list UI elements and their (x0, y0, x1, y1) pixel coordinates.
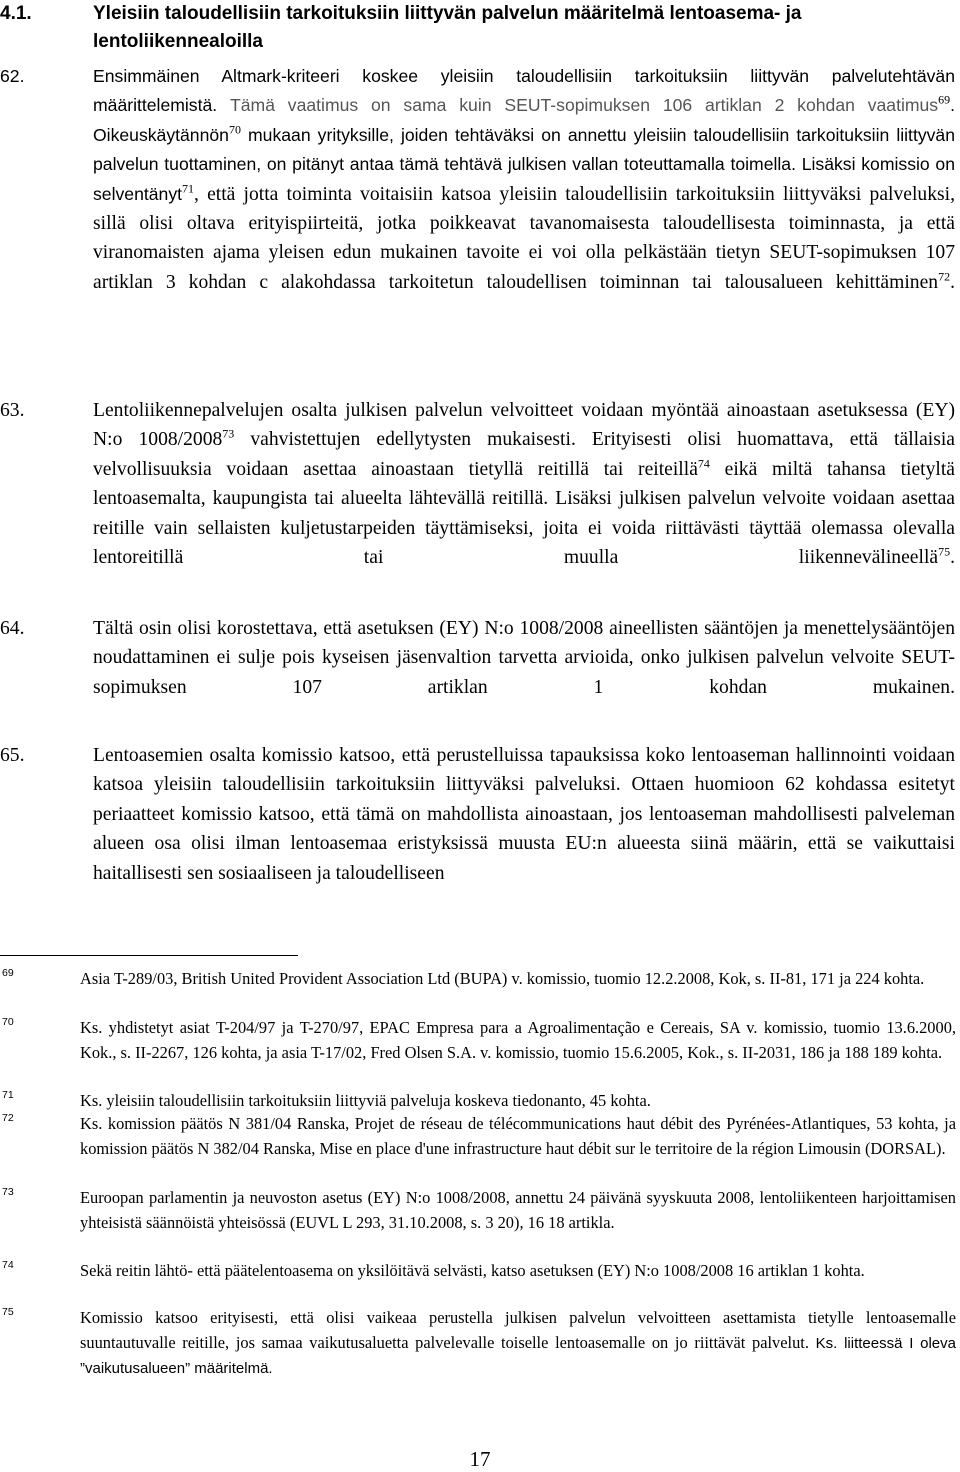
paragraph-63 (0, 396, 955, 602)
section-title: Yleisiin taloudellisiin tarkoituksiin liittyvän palvelun määritelmä lentoasema- ja lentoliikennealoilla (93, 3, 802, 52)
footnote-marker: 75 (2, 1306, 14, 1318)
paragraph-body: Lentoasemien osalta komissio katsoo, että perustelluissa tapauksissa koko lentoaseman hallinnointi voidaan katsoa yleisiin taloudellisiin tarkoituksiin liittyväksi palveluksi. Ottaen huomioon 62 kohdassa esitetyt periaatteet komissio katsoo, että tämä on mahdollista ainoastaan, jos lentoaseman mahdollisesti palveleman alueen osa olisi ilman lentoasemaa eristyksissä muusta EU:n alueesta siinä määrin, että se vaikuttaisi haitallisesti sen sosiaaliseen ja taloudelliseen (93, 745, 955, 884)
section-heading (0, 0, 958, 56)
footnote-75 (80, 1306, 956, 1382)
paragraph-body: Tältä osin olisi korostettava, että asetuksen (EY) N:o 1008/2008 aineellisten sääntöjen ja menettelysääntöjen noudattaminen ei sulje pois kyseisen jäsenvaltion tarvetta arvioida, onko julkisen palvelun velvoite SEUT-sopimuksen 107 artiklan 1 kohdan mukainen. (93, 618, 955, 698)
footnote-marker: 70 (2, 1016, 14, 1028)
text-run: Komissio katsoo erityisesti, että olisi vaikeaa perustella julkisen palvelun velvoitteen asettamista tietylle lentoasemalle suuntautuvalle reitille, jos samaa vaikutusaluetta palvelevalle toiselle lentoasemalle on jo riittävät palvelut. (80, 1308, 956, 1352)
footnote-73: Euroopan parlamentin ja neuvoston asetus (EY) N:o 1008/2008, annettu 24 päivänä syyskuuta 2008, lentoliikenteen harjoittamisen yhteisistä säännöistä yhteisössä (EUVL L 293, 31.10.2008, s. 3 20), 16 18 artikla. (80, 1188, 956, 1232)
section-number: 4.1. (0, 3, 32, 24)
footnote-ref: 72 (938, 269, 951, 284)
footnote-marker: 72 (2, 1112, 14, 1124)
text-run: vahvistettujen edellytysten mukaisesti. Erityisesti olisi huomattava, että tällaisia velvollisuuksia voidaan asettaa ainoastaan tietyllä reitillä tai reiteillä (93, 429, 955, 480)
footnote-72: Ks. komission päätös N 381/04 Ranska, Projet de réseau de télécommunications haut débit des Pyrénées-Atlantiques, 53 kohta, ja komission päätös N 382/04 Ranska, Mise en place d'une infrastructure haut débit sur le territoire de la région Limousin (DORSAL). (80, 1114, 956, 1158)
text-run: , että jotta toiminta voitaisiin katsoa yleisiin taloudellisiin tarkoituksiin liittyväksi palveluksi, sillä olisi oltava erityispiirteitä, jotka poikkeavat tavanomaisesta taloudellisesta toiminnasta, ja että viranomaisten ajama yleisen edun mukainen tavoite ei voi olla pelkästään tietyn SEUT-sopimuksen 107 artiklan 3 kohdan c alakohdassa tarkoitetun taloudellisen toiminnan tai talousalueen kehittäminen (93, 183, 955, 293)
paragraph-body (93, 396, 955, 602)
footnote-marker: 71 (2, 1089, 14, 1101)
footnote-ref: 74 (697, 456, 710, 471)
footnote-ref: 70 (228, 122, 241, 137)
footnote-separator (0, 955, 298, 956)
text-run: . (950, 547, 955, 569)
footnote-70: Ks. yhdistetyt asiat T-204/97 ja T-270/97, EPAC Empresa para a Agroalimentação e Cereais, SA v. komissio, tuomio 13.6.2000, Kok., s. II-2267, 126 kohta, ja asia T-17/02, Fred Olsen S.A. v. komissio, tuomio 15.6.2005, Kok., s. II-2031, 186 ja 188 189 kohta. (80, 1018, 956, 1062)
footnote-marker: 73 (2, 1186, 14, 1198)
paragraph-number: 65. (0, 745, 25, 766)
paragraph-number: 63. (0, 400, 25, 421)
text-run: Ks. liitteessä I oleva ”vaikutusalueen” määritelmä. (80, 1334, 956, 1377)
text-run: Ensimmäinen Altmark-kriteeri koskee yleisiin taloudellisiin tarkoituksiin liittyvän palvelutehtävän määrittelemistä. (93, 66, 955, 116)
text-run: mukaan yrityksille, joiden tehtäväksi on annettu yleisiin taloudellisiin tarkoituksiin liittyvän palvelun tuottaminen, on pitänyt antaa tämä tehtävä julkisen vallan toteuttamalla toimella. Lisäksi komissio on selventänyt (93, 124, 955, 204)
paragraph-64 (0, 614, 955, 732)
text-run: Tämä vaatimus on sama kuin SEUT-sopimuksen 106 artiklan 2 kohdan vaatimus (230, 95, 939, 116)
paragraph-body (93, 62, 955, 327)
footnote-69: Asia T-289/03, British United Provident Association Ltd (BUPA) v. komissio, tuomio 12.2.2008, Kok, s. II-81, 171 ja 224 kohta. (80, 969, 925, 988)
footnote-ref: 73 (222, 426, 235, 441)
footnote-marker: 74 (2, 1259, 14, 1271)
text-run: Lentoliikennepalvelujen osalta julkisen palvelun velvoitteet voidaan myöntää ainoastaan asetuksessa (EY) N:o 1008/2008 (93, 400, 955, 451)
paragraph-62 (0, 62, 955, 327)
page-number: 17 (469, 1447, 491, 1471)
footnote-marker: 69 (2, 967, 14, 979)
footnote-71: Ks. yleisiin taloudellisiin tarkoituksiin liittyviä palveluja koskeva tiedonanto, 45 kohta. (80, 1091, 651, 1110)
footnote-ref: 71 (182, 181, 194, 196)
text-run: eikä miltä tahansa tietyltä lentoasemalta, kaupungista tai alueelta lähtevällä reitillä. Lisäksi julkisen palvelun velvoite voidaan asettaa reitille vain sellaisten kuljetustarpeiden täyttämiseksi, joita ei voida riittävästi täyttää olemassa olevalla lentoreitillä tai muulla liikennevälineellä (93, 458, 955, 569)
footnote-74: Sekä reitin lähtö- että päätelentoasema on yksilöitävä selvästi, katso asetuksen (EY) N:o 1008/2008 16 artiklan 1 kohta. (80, 1261, 865, 1280)
text-run: . Oikeuskäytännön (93, 95, 955, 145)
text-run: . (950, 271, 955, 293)
paragraph-65 (0, 741, 955, 888)
footnote-ref: 75 (938, 544, 951, 559)
paragraph-number: 62. (0, 66, 25, 86)
footnote-ref: 69 (938, 92, 951, 107)
paragraph-number: 64. (0, 618, 25, 639)
